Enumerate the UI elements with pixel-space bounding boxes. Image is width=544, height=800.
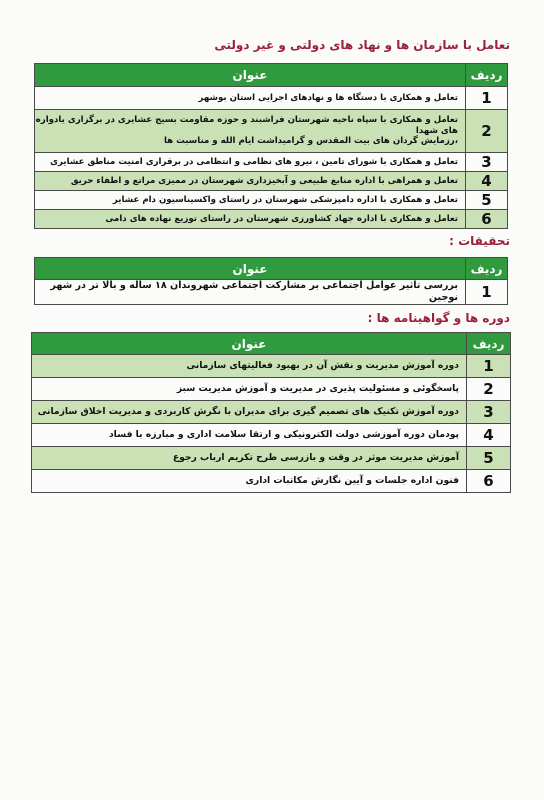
row-text: دوره آموزش تکنیک های تصمیم گیری برای مدیران با نگرش کاربردی و مدیریت اخلاق سازمانی	[32, 401, 467, 424]
row-index: 5	[467, 447, 511, 470]
cooperation-table	[34, 63, 508, 229]
row-text-line: تعامل و همکاری با سپاه ناحیه شهرستان فراشبند و حوزه مقاومت بسیج عشایری در برگزاری یادواره های شهدا	[35, 114, 458, 136]
table-row	[35, 172, 508, 191]
row-index: 4	[466, 172, 508, 191]
row-index: 2	[467, 378, 511, 401]
row-index: 1	[466, 280, 508, 305]
column-header-index: ردیف	[467, 333, 511, 355]
row-text: تعامل و همکاری با شورای تامین ، نیرو های نظامی و انتظامی در برقراری امنیت مناطق عشایری	[35, 153, 466, 172]
column-header-index: ردیف	[466, 64, 508, 87]
table-row	[35, 87, 508, 110]
row-text: تعامل و همکاری با اداره جهاد کشاورزی شهرستان در راستای توزیع نهاده های دامی	[35, 210, 466, 229]
table-row	[32, 355, 511, 378]
table-header-row	[32, 333, 511, 355]
row-text: بررسی تاثیر عوامل اجتماعی بر مشارکت اجتماعی شهروندان ۱۸ ساله و بالا تر در شهر نوجین	[35, 280, 466, 305]
column-header-title: عنوان	[35, 64, 466, 87]
table-row	[35, 210, 508, 229]
section-title-courses: دوره ها و گواهینامه ها :	[367, 311, 510, 325]
table-row	[32, 378, 511, 401]
row-text: دوره آموزش مدیریت و نقش آن در بهبود فعالیتهای سازمانی	[32, 355, 467, 378]
row-text: تعامل و همکاری با اداره دامپزشکی شهرستان در راستای واکسیناسیون دام عشایر	[35, 191, 466, 210]
column-header-title: عنوان	[35, 258, 466, 280]
table-row	[35, 153, 508, 172]
row-text-line: ،رزمایش گردان های بیت المقدس و گرامیداشت ایام الله و مناسبت ها	[163, 136, 458, 147]
row-index: 1	[466, 87, 508, 110]
table-row	[35, 110, 508, 153]
row-index: 2	[466, 110, 508, 153]
table-row	[32, 401, 511, 424]
row-text: پودمان دوره آموزشی دولت الکترونیکی و ارتقا سلامت اداری و مبارزه با فساد	[32, 424, 467, 447]
row-text: تعامل و همکاری با دستگاه ها و نهادهای اجرایی استان بوشهر	[35, 87, 466, 110]
row-text	[35, 110, 466, 153]
row-index: 5	[466, 191, 508, 210]
row-text: فنون اداره جلسات و آیین نگارش مکاتبات اداری	[32, 470, 467, 493]
row-text: آموزش مدیریت موثر در وقت و بازرسی طرح تکریم ارباب رجوع	[32, 447, 467, 470]
table-row	[32, 424, 511, 447]
table-row	[32, 447, 511, 470]
row-index: 6	[467, 470, 511, 493]
section-title-research: تحقیقات :	[449, 234, 510, 248]
table-row	[35, 191, 508, 210]
courses-table	[31, 332, 511, 493]
row-index: 3	[467, 401, 511, 424]
column-header-index: ردیف	[466, 258, 508, 280]
table-row	[32, 470, 511, 493]
row-index: 3	[466, 153, 508, 172]
table-header-row	[35, 258, 508, 280]
row-text: پاسخگوئی و مسئولیت پذیری در مدیریت و آموزش مدیریت سبز	[32, 378, 467, 401]
section-title-cooperation: تعامل با سازمان ها و نهاد های دولتی و غیر دولتی	[214, 38, 510, 52]
row-text: تعامل و همراهی با اداره منابع طبیعی و آبخیزداری شهرستان در ممیزی مراتع و اطفاء حریق	[35, 172, 466, 191]
column-header-title: عنوان	[32, 333, 467, 355]
research-table	[34, 257, 508, 305]
table-header-row	[35, 64, 508, 87]
row-index: 6	[466, 210, 508, 229]
row-index: 4	[467, 424, 511, 447]
table-row	[35, 280, 508, 305]
row-index: 1	[467, 355, 511, 378]
